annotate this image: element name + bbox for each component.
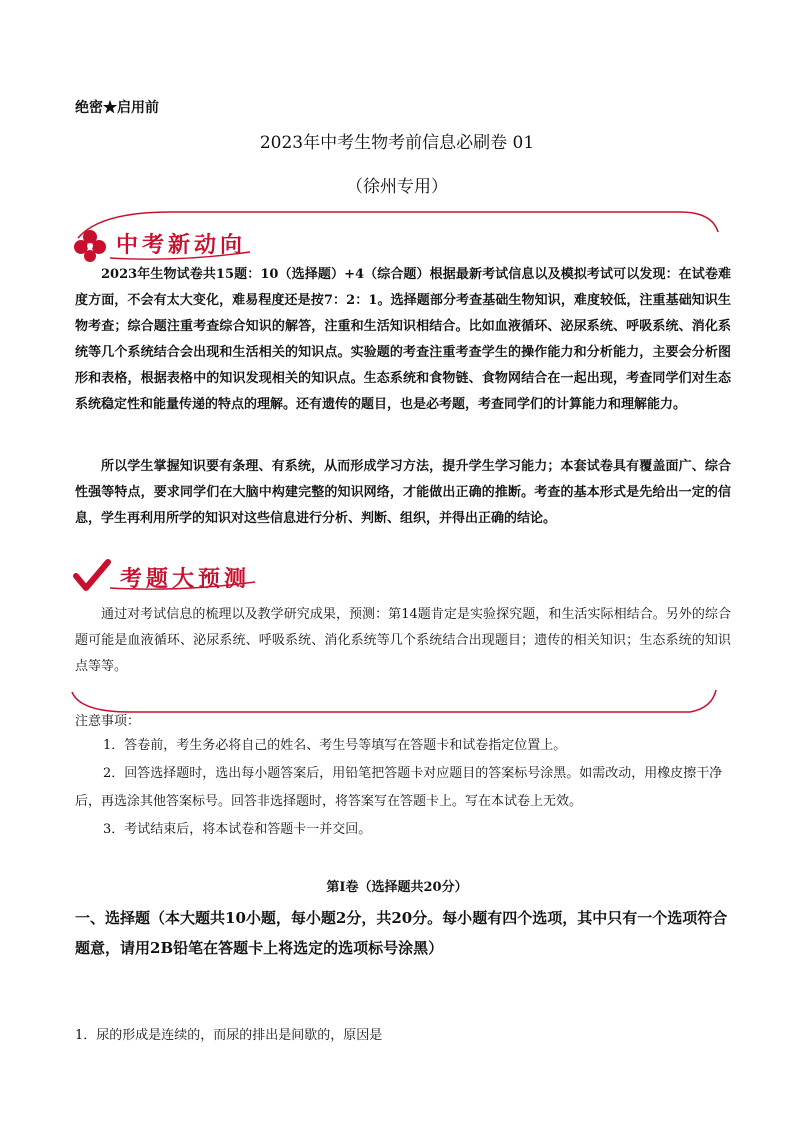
notice-item-2: 2．回答选择题时，选出每小题答案后，用铅笔把答题卡对应题目的答案标号涂黑。如需改动，用橡皮擦干净后，再选涂其他答案标号。回答非选择题时，将答案写在答题卡上。写在本试卷上无效。 xyxy=(75,766,723,809)
clover-icon xyxy=(72,228,108,264)
notice-heading: 注意事项： xyxy=(75,714,141,729)
part-title: 第I卷（选择题共20分） xyxy=(326,880,468,895)
section-instruction: 一、选择题（本大题共10小题，每小题2分，共20分。每小题有四个选项，其中只有一个选项符合题意，请用2B铅笔在答题卡上将选定的选项标号涂黑） xyxy=(75,909,728,957)
notice-item-3: 3．考试结束后，将本试卷和答题卡一并交回。 xyxy=(103,822,372,837)
question-1: 1．尿的形成是连续的，而尿的排出是间歇的，原因是 xyxy=(75,1028,383,1043)
notice-item-1: 1．答卷前，考生务必将自己的姓名、考生号等填写在答题卡和试卷指定位置上。 xyxy=(103,738,567,753)
predictions-paragraph: 通过对考试信息的梳理以及教学研究成果，预测：第14题肯定是实验探究题，和生活实际相结合。另外的综合题可能是血液循环、泌尿系统、呼吸系统、消化系统等几个系统结合出现题目；遗传的相关知识；生态系统的知识点等等。 xyxy=(75,607,731,674)
section-heading-trends: 中考新动向 xyxy=(116,233,247,258)
section-heading-predictions: 考题大预测 xyxy=(120,567,251,592)
confidential-label: 绝密★启用前 xyxy=(75,100,159,116)
trends-paragraph-1: 2023年生物试卷共15题：10（选择题）+4（综合题）根据最新考试信息以及模拟考试可以发现：在试卷难度方面，不会有太大变化，难易程度还是按7：2：1。选择题部分考查基础生物知识，难度较低，注重基础知识生物考查；综合题注重考查综合知识的解答，注重和生活知识相结合。比如血液循环、泌尿系统、呼吸系统、消化系统等几个系统结合会出现和生活相关的知识点。实验题的考查注重考查学生的操作能力和分析能力，主要会分析图形和表格，根据表格中的知识发现相关的知识点。生态系统和食物链、食物网结合在一起出现，考查同学们对生态系统稳定性和能量传递的特点的理解。还有遗传的题目，也是必考题，考查同学们的计算能力和理解能力。 xyxy=(75,267,731,412)
checkmark-icon xyxy=(72,558,112,594)
trends-paragraph-2: 所以学生掌握知识要有条理、有系统，从而形成学习方法，提升学生学习能力；本套试卷具有覆盖面广、综合性强等特点，要求同学们在大脑中构建完整的知识网络，才能做出正确的推断。考查的基本形式是先给出一定的信息，学生再利用所学的知识对这些信息进行分析、判断、组织，并得出正确的结论。 xyxy=(75,459,731,526)
page-subtitle: （徐州专用） xyxy=(346,177,448,197)
page-title: 2023年中考生物考前信息必刷卷 01 xyxy=(259,133,535,153)
